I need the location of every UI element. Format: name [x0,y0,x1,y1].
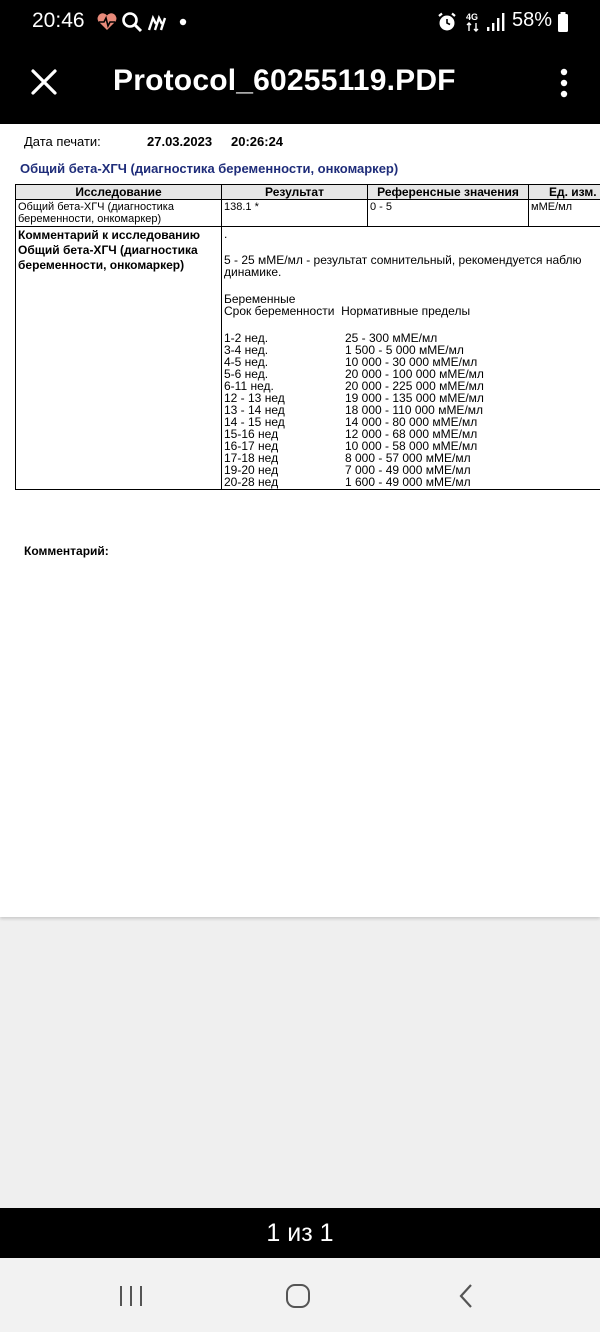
status-time: 20:46 [32,9,85,32]
week-range: 1 600 - 49 000 мМЕ/мл [345,475,471,489]
week-term: 19-20 нед [224,463,279,477]
results-table [15,184,600,490]
week-range: 8 000 - 57 000 мМЕ/мл [345,451,471,465]
week-range: 20 000 - 100 000 мМЕ/мл [345,367,484,381]
status-bar [0,0,600,44]
network-label: 4G [466,12,479,22]
week-term: 3-4 нед. [224,343,269,357]
column-header-result: Результат [222,185,368,200]
footer-comment-label: Комментарий: [24,544,109,558]
week-range: 12 000 - 68 000 мМЕ/мл [345,427,478,441]
table-row [16,200,600,227]
comment-row [16,227,600,490]
week-term: 4-5 нед. [224,355,269,369]
column-header-reference: Референсные значения [368,185,529,200]
week-term: 16-17 нед [224,439,279,453]
navigation-bar [0,1258,600,1332]
week-range: 14 000 - 80 000 мМЕ/мл [345,415,478,429]
week-term: 1-2 нед. [224,331,269,345]
week-term: 12 - 13 нед [224,391,285,405]
week-term: 5-6 нед. [224,367,269,381]
week-range: 19 000 - 135 000 мМЕ/мл [345,391,484,405]
week-range: 10 000 - 58 000 мМЕ/мл [345,439,478,453]
column-header-unit: Ед. изм. [529,185,600,200]
week-term: 17-18 нед [224,451,279,465]
comment-label-cell [16,227,222,490]
week-term: 13 - 14 нед [224,403,285,417]
back-icon[interactable] [458,1284,474,1308]
search-icon [121,10,143,34]
week-range: 25 - 300 мМЕ/мл [345,331,438,345]
battery-icon [557,10,569,34]
section-title: Общий бета-ХГЧ (диагностика беременности, онкомаркер) [20,161,399,176]
more-vertical-icon[interactable] [552,66,576,100]
test-name-line1: Общий бета-ХГЧ (диагностика [18,201,174,213]
reference-cell: 0 - 5 [368,200,529,227]
battery-percent: 58% [512,9,553,31]
signal-app-icon [147,10,169,34]
page-indicator: 1 из 1 [0,1208,600,1258]
comment-dot: . [224,227,228,241]
signal-bars-icon [486,10,506,34]
unit-cell: мМЕ/мл [529,200,600,227]
week-range: 18 000 - 110 000 мМЕ/мл [345,403,484,417]
dot-icon [178,10,188,34]
comment-line1: 5 - 25 мМЕ/мл - результат сомнительный, рекомендуется наблю [224,253,582,267]
week-term: 6-11 нед. [224,379,274,393]
app-toolbar [0,44,600,124]
comment-label: Комментарий к исследованию Общий бета-ХГЧ (диагностика беременности, онкомаркер) [18,228,201,272]
week-term: 14 - 15 нед [224,415,285,429]
comment-line2: динамике. [224,265,282,279]
weeks-list [224,332,600,488]
print-date-label: Дата печати: [24,134,101,149]
week-range: 20 000 - 225 000 мМЕ/мл [345,379,484,393]
week-term: 20-28 нед [224,475,279,489]
result-cell: 138.1 * [222,200,368,227]
table-header-row [16,185,600,200]
test-name-cell [16,200,222,227]
document-title: Protocol_60255119.PDF [113,64,456,97]
alarm-icon [436,10,458,34]
pdf-page[interactable] [0,124,600,917]
heart-rate-icon [96,10,118,34]
column-header-test: Исследование [16,185,222,200]
week-range: 1 500 - 5 000 мМЕ/мл [345,343,464,357]
recent-apps-icon[interactable] [118,1284,144,1308]
print-time: 20:26:24 [231,134,284,149]
comment-body-cell [222,227,600,490]
pregnant-header: Срок беременности Нормативные пределы [224,304,471,318]
week-range: 10 000 - 30 000 мМЕ/мл [345,355,478,369]
test-name-line2: беременности, онкомаркер) [18,213,162,225]
week-term: 15-16 нед [224,427,279,441]
week-range: 7 000 - 49 000 мМЕ/мл [345,463,471,477]
close-icon[interactable] [28,66,60,98]
home-icon[interactable] [285,1284,311,1308]
print-date: 27.03.2023 [147,134,213,149]
pregnant-title: Беременные [224,292,296,306]
network-4g-icon [465,10,483,34]
